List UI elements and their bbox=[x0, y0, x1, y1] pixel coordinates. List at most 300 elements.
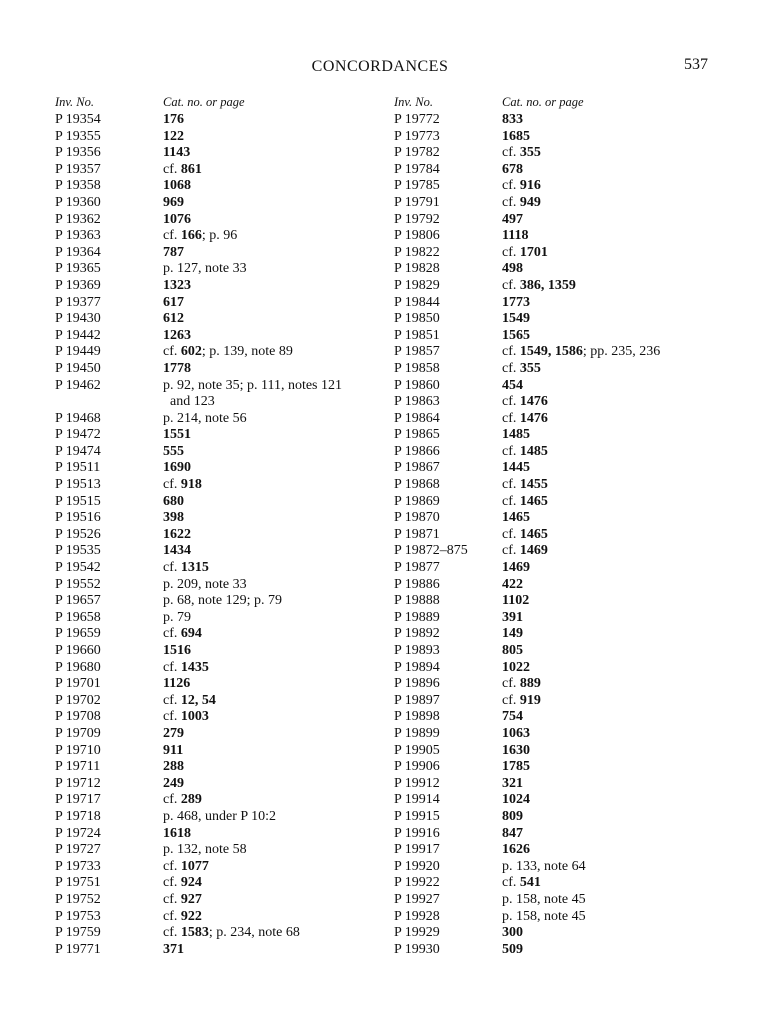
catalogue-reference bbox=[502, 361, 742, 378]
catalogue-reference bbox=[163, 129, 383, 146]
concordance-row bbox=[394, 178, 742, 195]
concordance-row bbox=[55, 261, 383, 278]
inv-number: P 19888 bbox=[394, 593, 440, 609]
inv-number: P 19906 bbox=[394, 759, 440, 775]
concordance-row bbox=[394, 759, 742, 776]
inv-number: P 19928 bbox=[394, 908, 440, 924]
inv-number: P 19870 bbox=[394, 510, 440, 526]
reference-text: p. 92, note 35; p. 111, notes 121 and 123 bbox=[163, 377, 343, 410]
reference-text: cf. bbox=[502, 875, 520, 891]
catalogue-number: 1485 bbox=[502, 427, 530, 443]
reference-text: cf. bbox=[163, 709, 181, 725]
concordance-column-right bbox=[394, 95, 742, 958]
inv-number: P 19658 bbox=[55, 609, 101, 625]
catalogue-number: 149 bbox=[502, 626, 523, 642]
catalogue-number: 1465 bbox=[519, 526, 548, 542]
catalogue-number: 1701 bbox=[519, 244, 548, 260]
inv-number: P 19759 bbox=[55, 925, 101, 941]
catalogue-number: 1785 bbox=[502, 759, 530, 775]
concordance-row bbox=[55, 875, 383, 892]
catalogue-reference bbox=[163, 460, 383, 477]
cat-no-heading: Cat. no. or page bbox=[163, 95, 245, 109]
reference-text: cf. bbox=[502, 526, 520, 542]
catalogue-reference bbox=[502, 875, 742, 892]
catalogue-number: 911 bbox=[163, 742, 184, 758]
catalogue-number: 1315 bbox=[180, 560, 209, 576]
concordance-column-left bbox=[55, 95, 383, 958]
concordance-row bbox=[55, 560, 383, 577]
catalogue-reference bbox=[502, 394, 742, 411]
inv-number: P 19710 bbox=[55, 742, 101, 758]
catalogue-reference bbox=[502, 212, 742, 229]
reference-text: p. 132, note 58 bbox=[163, 842, 247, 858]
concordance-row bbox=[55, 444, 383, 461]
inv-number: P 19828 bbox=[394, 261, 440, 277]
catalogue-number: 1102 bbox=[502, 593, 530, 609]
inv-number: P 19363 bbox=[55, 228, 101, 244]
catalogue-number: 680 bbox=[163, 493, 184, 509]
catalogue-reference bbox=[502, 560, 742, 577]
catalogue-reference bbox=[502, 792, 742, 809]
inv-number: P 19535 bbox=[55, 543, 101, 559]
inv-number: P 19851 bbox=[394, 327, 440, 343]
concordance-row bbox=[55, 344, 383, 361]
reference-text: cf. bbox=[163, 891, 181, 907]
catalogue-number: 787 bbox=[163, 244, 184, 260]
concordance-row bbox=[394, 162, 742, 179]
inv-number: P 19354 bbox=[55, 112, 101, 127]
catalogue-reference bbox=[163, 709, 383, 726]
catalogue-reference bbox=[502, 195, 742, 212]
inv-number: P 19659 bbox=[55, 626, 101, 642]
catalogue-reference bbox=[502, 626, 742, 643]
concordance-row bbox=[55, 129, 383, 146]
inv-number: P 19863 bbox=[394, 394, 440, 410]
concordance-row bbox=[55, 610, 383, 627]
catalogue-number: 1323 bbox=[163, 277, 191, 293]
concordance-row bbox=[55, 660, 383, 677]
catalogue-number: 916 bbox=[519, 178, 541, 194]
inv-number: P 19712 bbox=[55, 775, 101, 791]
concordance-row bbox=[55, 195, 383, 212]
inv-number: P 19709 bbox=[55, 725, 101, 741]
catalogue-number: 355 bbox=[519, 145, 541, 161]
concordance-row bbox=[55, 809, 383, 826]
catalogue-reference bbox=[163, 643, 383, 660]
concordance-row bbox=[394, 278, 742, 295]
reference-text: ; p. 234, note 68 bbox=[208, 925, 300, 941]
catalogue-number: 1690 bbox=[163, 460, 191, 476]
concordance-row bbox=[394, 212, 742, 229]
catalogue-number: 754 bbox=[502, 709, 523, 725]
catalogue-number: 1077 bbox=[180, 858, 209, 874]
catalogue-number: 1068 bbox=[163, 178, 191, 194]
catalogue-reference bbox=[163, 278, 383, 295]
catalogue-number: 805 bbox=[502, 643, 523, 658]
catalogue-number: 1022 bbox=[502, 659, 530, 675]
catalogue-reference bbox=[163, 792, 383, 809]
catalogue-reference bbox=[163, 112, 383, 129]
concordance-row bbox=[394, 444, 742, 461]
catalogue-reference bbox=[163, 693, 383, 710]
concordance-row bbox=[55, 859, 383, 876]
catalogue-number: 1778 bbox=[163, 360, 191, 376]
catalogue-reference bbox=[163, 195, 383, 212]
reference-text: cf. bbox=[502, 277, 520, 293]
concordance-row bbox=[55, 826, 383, 843]
catalogue-number: 617 bbox=[163, 294, 184, 310]
concordance-row bbox=[55, 577, 383, 594]
reference-text: cf. bbox=[502, 145, 520, 161]
catalogue-number: 969 bbox=[163, 194, 184, 210]
catalogue-reference bbox=[163, 543, 383, 560]
catalogue-number: 1565 bbox=[502, 327, 530, 343]
reference-text: cf. bbox=[163, 626, 181, 642]
inv-number: P 19356 bbox=[55, 145, 101, 161]
catalogue-number: 1435 bbox=[180, 659, 209, 675]
inv-number: P 19771 bbox=[55, 941, 101, 957]
inv-no-heading: Inv. No. bbox=[55, 95, 94, 109]
catalogue-reference bbox=[502, 593, 742, 610]
reference-text: cf. bbox=[502, 344, 520, 360]
reference-text: cf. bbox=[163, 659, 181, 675]
inv-number: P 19917 bbox=[394, 842, 440, 858]
catalogue-number: 279 bbox=[163, 725, 184, 741]
catalogue-reference bbox=[163, 809, 383, 826]
inv-no-heading: Inv. No. bbox=[394, 95, 433, 109]
catalogue-number: 1773 bbox=[502, 294, 530, 310]
inv-number: P 19898 bbox=[394, 709, 440, 725]
catalogue-number: 497 bbox=[502, 211, 523, 227]
catalogue-reference bbox=[502, 129, 742, 146]
catalogue-reference bbox=[163, 328, 383, 345]
inv-number: P 19472 bbox=[55, 427, 101, 443]
concordance-row bbox=[394, 660, 742, 677]
concordance-row bbox=[394, 809, 742, 826]
inv-number: P 19899 bbox=[394, 725, 440, 741]
inv-number: P 19711 bbox=[55, 759, 101, 775]
inv-number: P 19829 bbox=[394, 277, 440, 293]
concordance-row bbox=[394, 344, 742, 361]
catalogue-number: 176 bbox=[163, 112, 184, 127]
inv-number: P 19364 bbox=[55, 244, 101, 260]
catalogue-reference bbox=[502, 411, 742, 428]
reference-text: cf. bbox=[163, 875, 181, 891]
inv-number: P 19893 bbox=[394, 643, 440, 658]
catalogue-reference bbox=[163, 842, 383, 859]
concordance-row bbox=[394, 460, 742, 477]
inv-number: P 19727 bbox=[55, 842, 101, 858]
catalogue-number: 1551 bbox=[163, 427, 191, 443]
reference-text: ; pp. 235, 236 bbox=[582, 344, 661, 360]
reference-text: cf. bbox=[502, 443, 520, 459]
inv-number: P 19450 bbox=[55, 360, 101, 376]
reference-text: cf. bbox=[163, 692, 181, 708]
catalogue-reference bbox=[502, 826, 742, 843]
concordance-row bbox=[394, 643, 742, 660]
inv-number: P 19867 bbox=[394, 460, 440, 476]
catalogue-reference bbox=[163, 411, 383, 428]
concordance-row bbox=[394, 328, 742, 345]
inv-number: P 19772 bbox=[394, 112, 440, 127]
catalogue-number: 300 bbox=[502, 925, 523, 941]
catalogue-reference bbox=[163, 444, 383, 461]
catalogue-reference bbox=[502, 311, 742, 328]
catalogue-reference bbox=[163, 593, 383, 610]
reference-text: cf. bbox=[502, 360, 520, 376]
concordance-row bbox=[394, 510, 742, 527]
inv-number: P 19929 bbox=[394, 925, 440, 941]
inv-number: P 19362 bbox=[55, 211, 101, 227]
concordance-row bbox=[55, 942, 383, 959]
inv-number: P 19369 bbox=[55, 277, 101, 293]
inv-number: P 19877 bbox=[394, 560, 440, 576]
catalogue-reference bbox=[163, 344, 383, 361]
reference-text: p. 158, note 45 bbox=[502, 908, 586, 924]
inv-number: P 19753 bbox=[55, 908, 101, 924]
concordance-row bbox=[394, 129, 742, 146]
inv-number: P 19806 bbox=[394, 228, 440, 244]
inv-number: P 19894 bbox=[394, 659, 440, 675]
concordance-row bbox=[55, 527, 383, 544]
catalogue-reference bbox=[502, 494, 742, 511]
catalogue-reference bbox=[502, 162, 742, 179]
catalogue-number: 321 bbox=[502, 775, 523, 791]
catalogue-reference bbox=[163, 859, 383, 876]
catalogue-reference bbox=[502, 859, 742, 876]
inv-number: P 19358 bbox=[55, 178, 101, 194]
catalogue-number: 602 bbox=[180, 344, 202, 360]
catalogue-reference bbox=[502, 709, 742, 726]
inv-number: P 19866 bbox=[394, 443, 440, 459]
concordance-rows bbox=[394, 112, 742, 958]
concordance-row bbox=[55, 411, 383, 428]
concordance-row bbox=[394, 427, 742, 444]
inv-number: P 19922 bbox=[394, 875, 440, 891]
inv-number: P 19792 bbox=[394, 211, 440, 227]
inv-number: P 19751 bbox=[55, 875, 101, 891]
concordance-row bbox=[55, 510, 383, 527]
concordance-row bbox=[55, 311, 383, 328]
inv-number: P 19449 bbox=[55, 344, 101, 360]
inv-number: P 19784 bbox=[394, 161, 440, 177]
concordance-row bbox=[55, 676, 383, 693]
catalogue-number: 1549, 1586 bbox=[519, 344, 583, 360]
column-header bbox=[394, 95, 742, 110]
catalogue-reference bbox=[502, 693, 742, 710]
inv-number: P 19718 bbox=[55, 808, 101, 824]
concordance-row bbox=[394, 112, 742, 129]
inv-number: P 19782 bbox=[394, 145, 440, 161]
concordance-row bbox=[394, 311, 742, 328]
concordance-row bbox=[394, 261, 742, 278]
concordance-row bbox=[394, 676, 742, 693]
inv-number: P 19864 bbox=[394, 410, 440, 426]
concordance-row bbox=[394, 792, 742, 809]
catalogue-number: 371 bbox=[163, 941, 184, 957]
inv-number: P 19724 bbox=[55, 825, 101, 841]
concordance-row bbox=[55, 776, 383, 793]
catalogue-reference bbox=[163, 660, 383, 677]
catalogue-reference bbox=[163, 245, 383, 262]
catalogue-reference bbox=[163, 776, 383, 793]
inv-number: P 19752 bbox=[55, 891, 101, 907]
reference-text: cf. bbox=[163, 228, 181, 244]
catalogue-number: 861 bbox=[180, 161, 202, 177]
catalogue-number: 1263 bbox=[163, 327, 191, 343]
catalogue-reference bbox=[502, 643, 742, 660]
catalogue-reference bbox=[163, 610, 383, 627]
catalogue-reference bbox=[502, 743, 742, 760]
catalogue-reference bbox=[163, 527, 383, 544]
inv-number: P 19914 bbox=[394, 792, 440, 808]
catalogue-number: 1622 bbox=[163, 526, 191, 542]
inv-number: P 19872–875 bbox=[394, 543, 468, 559]
inv-number: P 19442 bbox=[55, 327, 101, 343]
catalogue-number: 454 bbox=[502, 377, 523, 393]
concordance-row bbox=[55, 693, 383, 710]
catalogue-number: 1485 bbox=[519, 443, 548, 459]
reference-text: cf. bbox=[502, 194, 520, 210]
inv-number: P 19868 bbox=[394, 477, 440, 493]
catalogue-number: 1626 bbox=[502, 842, 530, 858]
inv-number: P 19511 bbox=[55, 460, 101, 476]
catalogue-reference bbox=[502, 444, 742, 461]
inv-number: P 19905 bbox=[394, 742, 440, 758]
concordance-row bbox=[55, 145, 383, 162]
catalogue-number: 1126 bbox=[163, 676, 191, 692]
inv-number: P 19930 bbox=[394, 941, 440, 957]
inv-number: P 19860 bbox=[394, 377, 440, 393]
reference-text: p. 68, note 129; p. 79 bbox=[163, 593, 282, 609]
catalogue-number: 398 bbox=[163, 510, 184, 526]
concordance-row bbox=[55, 759, 383, 776]
concordance-row bbox=[394, 826, 742, 843]
catalogue-reference bbox=[502, 344, 742, 361]
catalogue-reference bbox=[163, 477, 383, 494]
concordance-row bbox=[55, 494, 383, 511]
concordance-row bbox=[55, 925, 383, 942]
catalogue-number: 498 bbox=[502, 261, 523, 277]
catalogue-reference bbox=[502, 759, 742, 776]
reference-text: cf. bbox=[502, 394, 520, 410]
inv-number: P 19515 bbox=[55, 493, 101, 509]
page-title: CONCORDANCES bbox=[311, 58, 449, 75]
catalogue-reference bbox=[502, 543, 742, 560]
catalogue-reference bbox=[163, 494, 383, 511]
inv-number: P 19717 bbox=[55, 792, 101, 808]
catalogue-reference bbox=[502, 892, 742, 909]
catalogue-reference bbox=[502, 427, 742, 444]
catalogue-reference bbox=[502, 510, 742, 527]
catalogue-reference bbox=[502, 676, 742, 693]
reference-text: cf. bbox=[163, 925, 181, 941]
catalogue-reference bbox=[502, 909, 742, 926]
catalogue-number: 1143 bbox=[163, 145, 191, 161]
reference-text: p. 468, under P 10:2 bbox=[163, 808, 277, 824]
concordance-row bbox=[394, 610, 742, 627]
concordance-row bbox=[55, 295, 383, 312]
concordance-row bbox=[55, 593, 383, 610]
concordance-row bbox=[55, 427, 383, 444]
catalogue-reference bbox=[502, 378, 742, 395]
reference-text: cf. bbox=[502, 543, 520, 559]
inv-number: P 19773 bbox=[394, 128, 440, 144]
concordance-row bbox=[55, 228, 383, 245]
concordance-row bbox=[394, 394, 742, 411]
catalogue-number: 919 bbox=[519, 692, 541, 708]
concordance-row bbox=[394, 543, 742, 560]
catalogue-number: 12, 54 bbox=[180, 692, 216, 708]
concordance-row bbox=[394, 560, 742, 577]
catalogue-number: 1476 bbox=[519, 410, 548, 426]
catalogue-reference bbox=[163, 676, 383, 693]
catalogue-reference bbox=[502, 328, 742, 345]
concordance-row bbox=[394, 361, 742, 378]
concordance-row bbox=[55, 543, 383, 560]
catalogue-reference bbox=[502, 261, 742, 278]
inv-number: P 19733 bbox=[55, 858, 101, 874]
catalogue-number: 1465 bbox=[502, 510, 530, 526]
catalogue-number: 391 bbox=[502, 609, 523, 625]
reference-text: cf. bbox=[163, 908, 181, 924]
catalogue-number: 927 bbox=[180, 891, 202, 907]
column-header bbox=[55, 95, 383, 110]
catalogue-number: 889 bbox=[519, 676, 541, 692]
catalogue-number: 1516 bbox=[163, 643, 191, 658]
catalogue-reference bbox=[163, 626, 383, 643]
inv-number: P 19791 bbox=[394, 194, 440, 210]
catalogue-reference bbox=[502, 925, 742, 942]
concordance-row bbox=[55, 792, 383, 809]
inv-number: P 19360 bbox=[55, 194, 101, 210]
catalogue-number: 289 bbox=[180, 792, 202, 808]
catalogue-number: 1445 bbox=[502, 460, 530, 476]
inv-number: P 19927 bbox=[394, 891, 440, 907]
inv-number: P 19357 bbox=[55, 161, 101, 177]
concordance-row bbox=[55, 460, 383, 477]
catalogue-number: 1076 bbox=[163, 211, 191, 227]
inv-number: P 19474 bbox=[55, 443, 101, 459]
catalogue-reference bbox=[163, 743, 383, 760]
catalogue-number: 422 bbox=[502, 576, 523, 592]
concordance-row bbox=[55, 378, 383, 411]
reference-text: cf. bbox=[502, 477, 520, 493]
catalogue-reference bbox=[502, 842, 742, 859]
concordance-row bbox=[394, 195, 742, 212]
inv-number: P 19377 bbox=[55, 294, 101, 310]
catalogue-reference bbox=[502, 660, 742, 677]
catalogue-number: 249 bbox=[163, 775, 184, 791]
catalogue-number: 386, 1359 bbox=[519, 277, 576, 293]
catalogue-number: 1465 bbox=[519, 493, 548, 509]
catalogue-number: 1549 bbox=[502, 311, 530, 327]
reference-text: ; p. 139, note 89 bbox=[201, 344, 293, 360]
concordance-row bbox=[394, 842, 742, 859]
inv-number: P 19889 bbox=[394, 609, 440, 625]
catalogue-reference bbox=[502, 228, 742, 245]
reference-text: cf. bbox=[502, 410, 520, 426]
concordance-row bbox=[55, 892, 383, 909]
reference-text: cf. bbox=[502, 244, 520, 260]
reference-text: p. 133, note 64 bbox=[502, 858, 586, 874]
concordance-row bbox=[55, 842, 383, 859]
reference-text: cf. bbox=[502, 178, 520, 194]
concordance-row bbox=[55, 178, 383, 195]
concordance-row bbox=[394, 593, 742, 610]
inv-number: P 19871 bbox=[394, 526, 440, 542]
catalogue-number: 694 bbox=[180, 626, 202, 642]
